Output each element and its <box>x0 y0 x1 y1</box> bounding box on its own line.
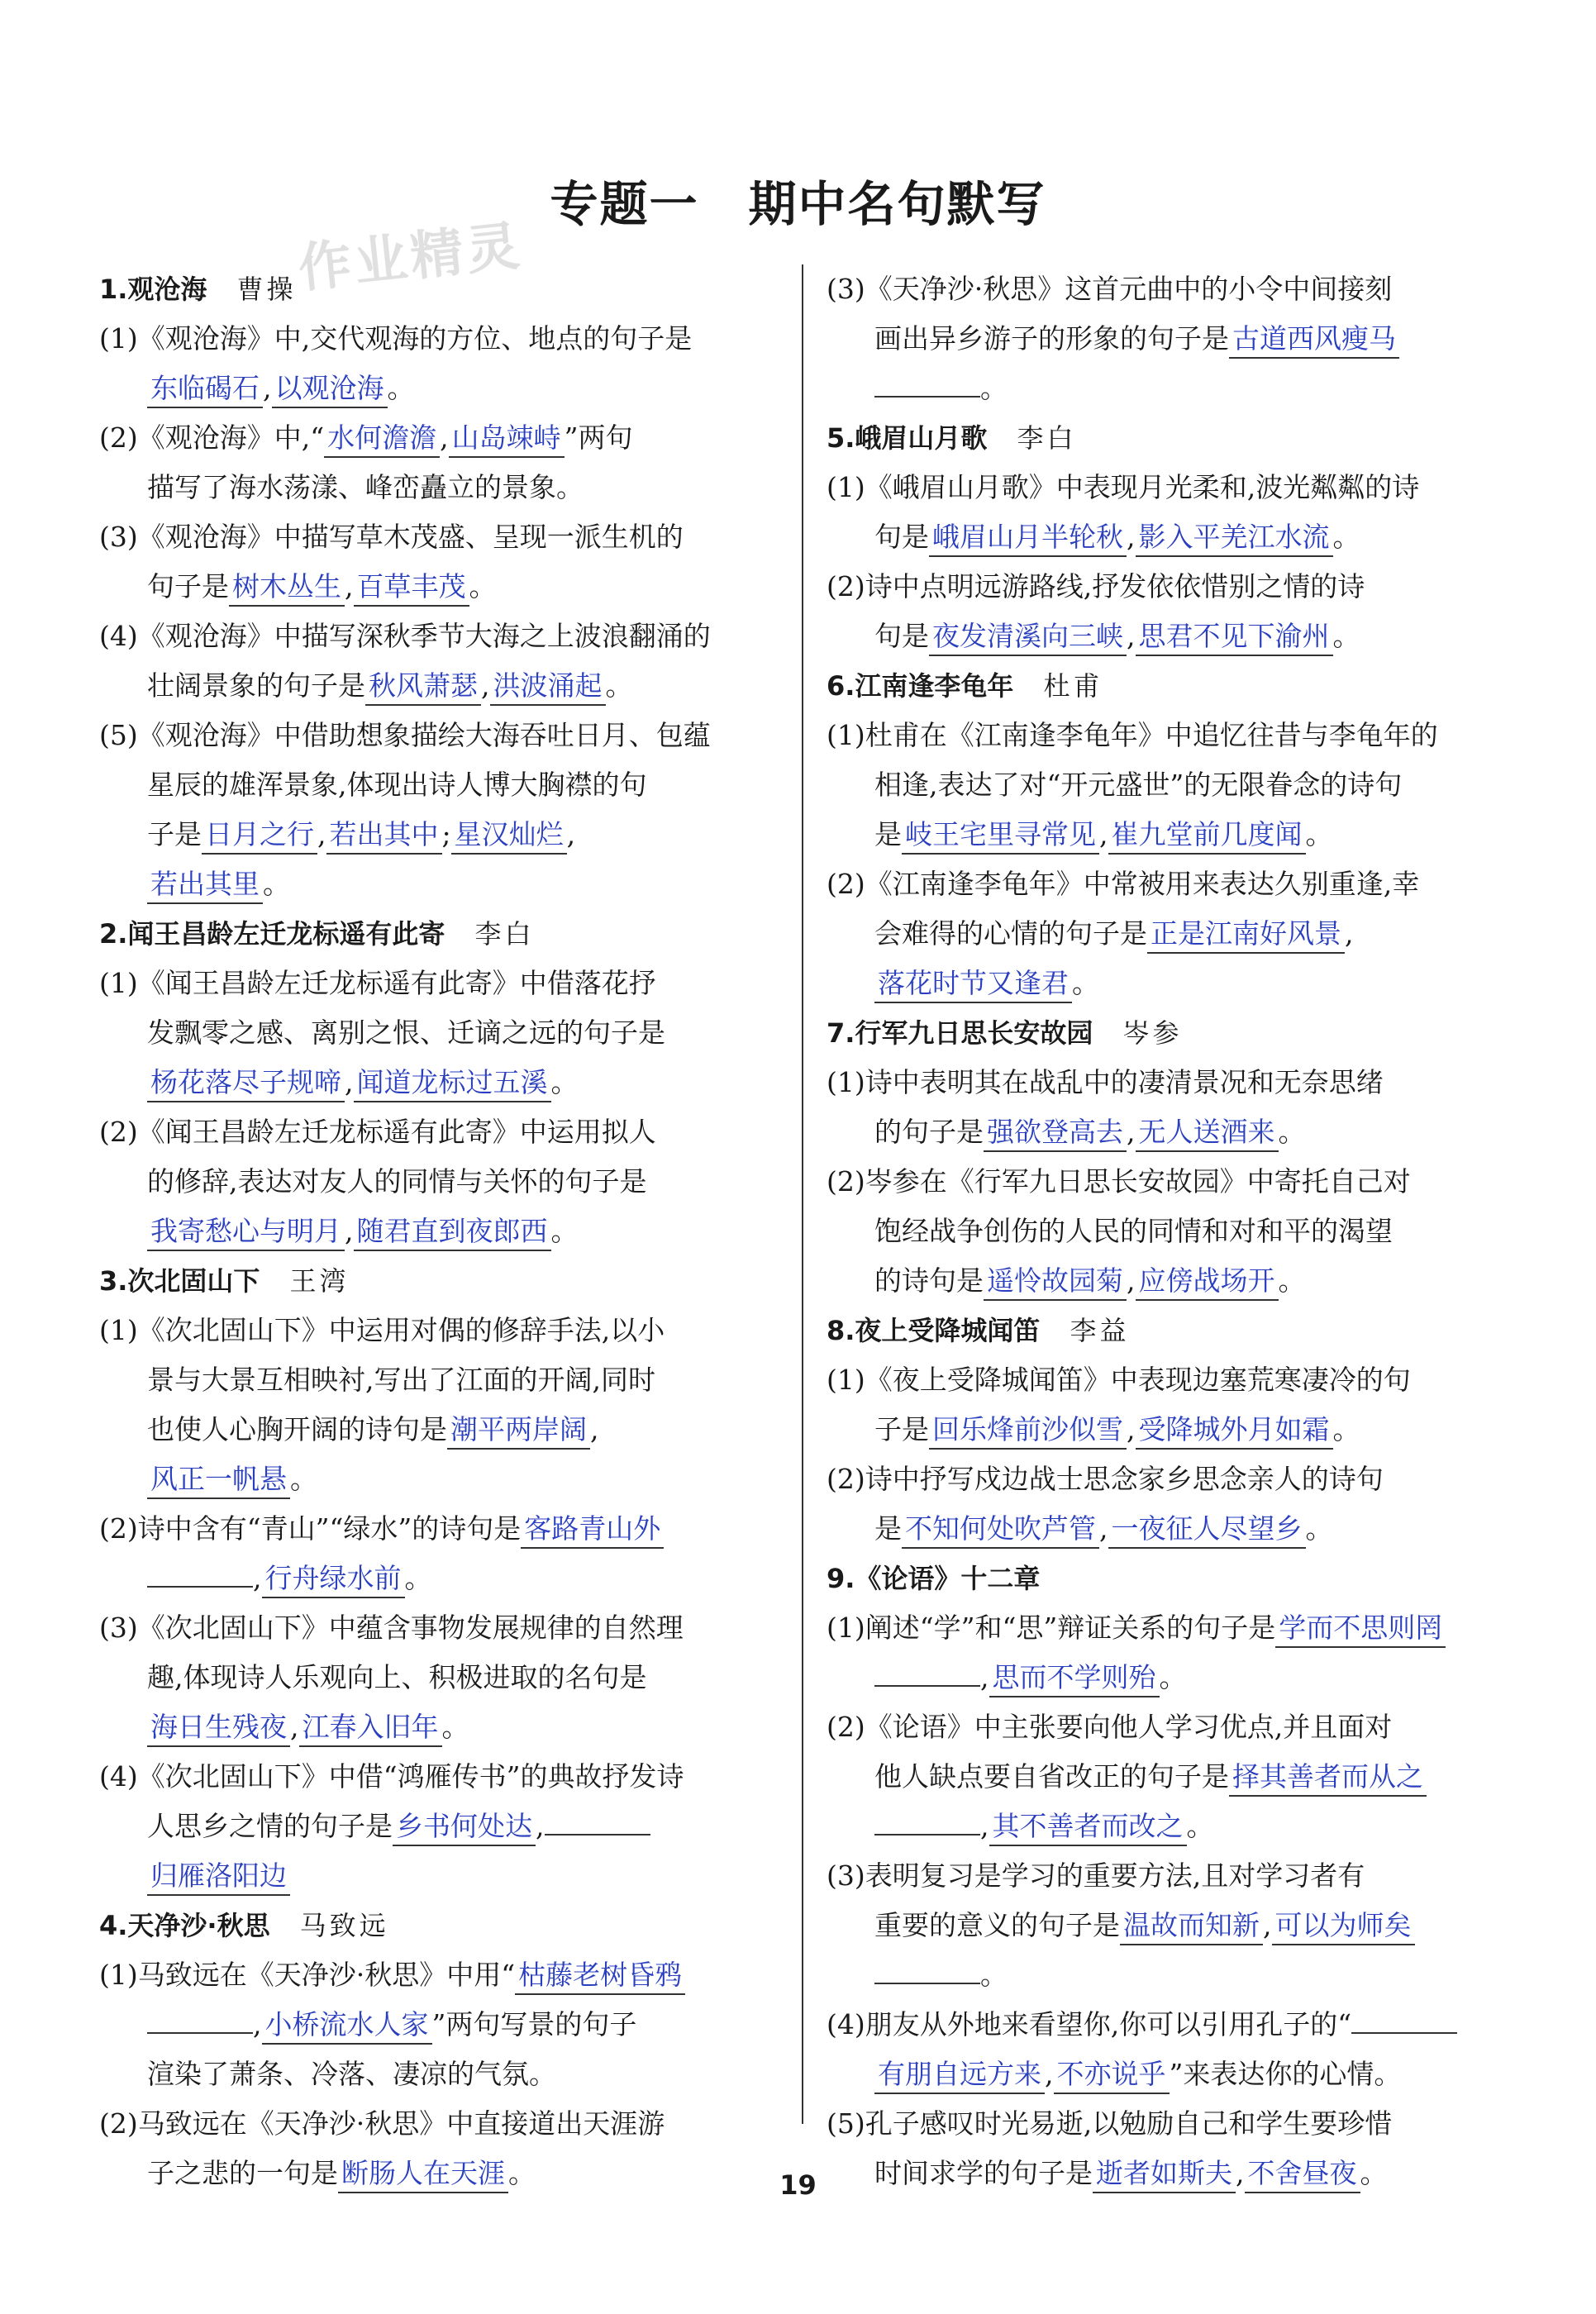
answer-blank[interactable]: 影入平羌江水流 <box>1136 519 1333 557</box>
question-line <box>827 859 1513 909</box>
answer-blank[interactable]: 以观沧海 <box>272 370 388 408</box>
text-line <box>99 1008 785 1058</box>
section-author: 王湾 <box>289 1265 350 1297</box>
question-text: (3)《次北固山下》中蕴含事物发展规律的自然理 <box>99 1612 684 1644</box>
question-text: (1)诗中表明其在战乱中的凄清景况和无奈思绪 <box>827 1066 1384 1098</box>
empty-blank[interactable] <box>874 1983 980 1984</box>
question-line <box>99 1950 785 2000</box>
question-text: 相逢,表达了对“开元盛世”的无限眷念的诗句 <box>874 769 1403 801</box>
watermark: 作业精灵 <box>295 215 526 300</box>
text-line <box>827 1901 1513 1950</box>
question-line <box>99 314 785 364</box>
question-line <box>99 711 785 760</box>
question-line <box>827 562 1513 612</box>
section-author: 李益 <box>1070 1315 1130 1346</box>
text-line <box>99 1058 785 1107</box>
question-text: , <box>345 1066 354 1098</box>
question-text: 画出异乡游子的形象的句子是 <box>874 322 1229 355</box>
question-text: 渲染了萧条、冷落、凄凉的气氛。 <box>147 2058 556 2090</box>
section-title: 3.次北固山下 <box>99 1265 260 1297</box>
question-text: (2)《江南逢李龟年》中常被用来表达久别重逢,幸 <box>827 868 1420 900</box>
question-text: (1)《夜上受降城闻笛》中表现边塞荒寒凄冷的句 <box>827 1364 1411 1396</box>
question-text: 是 <box>874 818 902 850</box>
section-title: 4.天净沙·秋思 <box>99 1910 270 1941</box>
text-line <box>99 364 785 413</box>
answer-blank[interactable]: 可以为师矣 <box>1272 1907 1415 1945</box>
question-line <box>827 2000 1513 2050</box>
question-text: (1)《峨眉山月歌》中表现月光柔和,波光粼粼的诗 <box>827 471 1420 503</box>
question-text: , <box>317 818 326 850</box>
text-line <box>99 810 785 859</box>
question-text: 发飘零之感、离别之恨、迁谪之远的句子是 <box>147 1017 665 1049</box>
question-text: 人思乡之情的句子是 <box>147 1810 393 1842</box>
question-text: , <box>980 1810 989 1842</box>
question-text: 他人缺点要自省改正的句子是 <box>874 1760 1229 1793</box>
question-text: (5)《观沧海》中借助想象描绘大海吞吐日月、包蕴 <box>99 719 711 751</box>
section-heading <box>99 1256 785 1306</box>
question-text: , <box>253 2008 262 2040</box>
question-text: 。 <box>1305 1512 1333 1545</box>
text-line <box>827 1653 1513 1702</box>
text-line <box>827 909 1513 959</box>
section-title: 6.江南逢李龟年 <box>827 670 1014 702</box>
question-text: , <box>253 1562 262 1594</box>
question-text: , <box>1127 1264 1136 1297</box>
question-text: ”两句 <box>564 421 633 454</box>
question-text: (4)《次北固山下》中借“鸿雁传书”的典故抒发诗 <box>99 1760 684 1793</box>
answer-blank[interactable]: 海日生残夜 <box>147 1709 290 1747</box>
text-line <box>99 1702 785 1752</box>
answer-blank[interactable]: 秋风萧瑟 <box>365 668 481 706</box>
question-text: , <box>1127 1413 1136 1445</box>
empty-blank[interactable] <box>545 1834 650 1835</box>
answer-blank[interactable]: 客路青山外 <box>521 1511 664 1549</box>
answer-blank[interactable]: 思而不学则殆 <box>989 1659 1160 1697</box>
question-line <box>827 711 1513 760</box>
question-text: 。 <box>1360 2157 1388 2189</box>
page-title: 专题一 期中名句默写 <box>550 176 1046 232</box>
question-text: (4)朋友从外地来看望你,你可以引用孔子的“ <box>827 2008 1352 2040</box>
text-line <box>99 1207 785 1256</box>
section-heading <box>827 661 1513 711</box>
question-line <box>827 1455 1513 1504</box>
question-text: , <box>566 818 576 850</box>
text-line <box>827 1207 1513 1256</box>
question-text: (1)《次北固山下》中运用对偶的修辞手法,以小 <box>99 1314 665 1346</box>
section-heading <box>827 413 1513 463</box>
question-line <box>827 1851 1513 1901</box>
question-line <box>99 1504 785 1554</box>
answer-blank[interactable]: 逝者如斯夫 <box>1093 2155 1236 2193</box>
question-text: , <box>1263 1909 1272 1941</box>
answer-blank[interactable]: 受降城外月如霜 <box>1136 1412 1333 1450</box>
question-line <box>99 612 785 661</box>
question-text: 的修辞,表达对友人的同情与关怀的句子是 <box>147 1165 647 1197</box>
section-title: 9.《论语》十二章 <box>827 1563 1041 1594</box>
question-text: 是 <box>874 1512 902 1545</box>
text-line <box>99 760 785 810</box>
answer-blank[interactable]: 思君不见下渝州 <box>1136 618 1333 656</box>
text-line <box>99 2000 785 2050</box>
question-line <box>827 463 1513 512</box>
question-text: 句子是 <box>147 570 229 602</box>
question-text: , <box>440 421 449 454</box>
question-text: 描写了海水荡漾、峰峦矗立的景象。 <box>147 471 584 503</box>
question-text: (1)《观沧海》中,交代观海的方位、地点的句子是 <box>99 322 693 355</box>
text-line <box>99 859 785 909</box>
question-text: , <box>980 1661 989 1693</box>
question-text: 。 <box>387 372 415 404</box>
answer-blank[interactable]: 枯藤老树昏鸦 <box>515 1957 685 1995</box>
question-text: 。 <box>550 1066 579 1098</box>
text-line <box>827 314 1513 364</box>
text-line <box>827 1950 1513 2000</box>
text-line <box>827 2050 1513 2099</box>
question-text: , <box>590 1413 599 1445</box>
answer-blank[interactable]: 峨眉山月半轮秋 <box>929 519 1127 557</box>
answer-blank[interactable]: 江春入旧年 <box>299 1709 442 1747</box>
question-text: ”两句写景的句子 <box>431 2008 637 2040</box>
text-line <box>99 1157 785 1207</box>
question-line <box>99 413 785 463</box>
answer-blank[interactable]: 强欲登高去 <box>984 1114 1127 1152</box>
answer-blank[interactable]: 学而不思则罔 <box>1275 1610 1446 1648</box>
text-line <box>99 2050 785 2099</box>
question-text: 的诗句是 <box>874 1264 984 1297</box>
section-author: 李白 <box>474 918 535 950</box>
question-text: 。 <box>404 1562 432 1594</box>
answer-blank[interactable]: 归雁洛阳边 <box>147 1858 290 1896</box>
answer-blank[interactable]: 回乐烽前沙似雪 <box>929 1412 1127 1450</box>
question-text: 饱经战争创伤的人民的同情和对和平的渴望 <box>874 1215 1393 1247</box>
answer-blank[interactable]: 不亦说乎 <box>1054 2056 1170 2094</box>
question-text: (3)《观沧海》中描写草木茂盛、呈现一派生机的 <box>99 521 684 553</box>
text-line <box>827 810 1513 859</box>
question-text: 。 <box>1332 1413 1360 1445</box>
answer-blank[interactable]: 应傍战场开 <box>1136 1263 1279 1301</box>
question-text: , <box>481 669 490 702</box>
text-line <box>99 1355 785 1405</box>
answer-blank[interactable]: 古道西风瘦马 <box>1229 321 1399 359</box>
question-line <box>827 1157 1513 1207</box>
section-title: 8.夜上受降城闻笛 <box>827 1315 1041 1346</box>
question-text: 时间求学的句子是 <box>874 2157 1093 2189</box>
text-line <box>827 364 1513 413</box>
answer-blank[interactable]: 断肠人在天涯 <box>338 2155 508 2193</box>
question-text: 。 <box>550 1215 579 1247</box>
answer-blank[interactable]: 小桥流水人家 <box>262 2007 432 2045</box>
question-text: 会难得的心情的句子是 <box>874 917 1147 950</box>
question-text: 也使人心胸开阔的诗句是 <box>147 1413 447 1445</box>
question-text: (2)诗中抒写戍边战士思念家乡思念亲人的诗句 <box>827 1463 1384 1495</box>
question-line <box>99 2099 785 2149</box>
question-text: 。 <box>263 868 290 900</box>
question-text: , <box>290 1711 299 1743</box>
question-text: 。 <box>980 1959 1008 1991</box>
text-line <box>99 562 785 612</box>
question-text: 。 <box>1278 1116 1306 1148</box>
answer-blank[interactable]: 百草丰茂 <box>354 569 469 607</box>
question-text: , <box>1099 818 1108 850</box>
question-text: 。 <box>605 669 633 702</box>
question-text: (3)《天净沙·秋思》这首元曲中的小令中间接刻 <box>827 273 1393 305</box>
question-line <box>99 959 785 1008</box>
answer-blank[interactable]: 若出其中 <box>326 817 442 855</box>
answer-blank[interactable]: 日月之行 <box>202 817 317 855</box>
answer-blank[interactable]: 山岛竦峙 <box>449 420 565 458</box>
question-text: , <box>1236 2157 1245 2189</box>
text-line <box>827 1504 1513 1554</box>
question-text: 景与大景互相映衬,写出了江面的开阔,同时 <box>147 1364 655 1396</box>
question-text: 。 <box>1332 521 1360 553</box>
question-text: 。 <box>469 570 497 602</box>
question-text: 的句子是 <box>874 1116 984 1148</box>
answer-blank[interactable]: 杨花落尽子规啼 <box>147 1064 345 1102</box>
question-text: ; <box>441 818 451 850</box>
question-text: 。 <box>1305 818 1333 850</box>
answer-blank[interactable]: 崔九堂前几度闻 <box>1108 817 1306 855</box>
question-line <box>99 1107 785 1157</box>
empty-blank[interactable] <box>874 1685 980 1687</box>
question-text: 。 <box>441 1711 469 1743</box>
question-line <box>827 1603 1513 1653</box>
answer-blank[interactable]: 水何澹澹 <box>324 420 440 458</box>
text-line <box>99 463 785 512</box>
question-text: 子是 <box>874 1413 929 1445</box>
question-text: , <box>536 1810 545 1842</box>
question-text: 。 <box>1186 1810 1214 1842</box>
answer-blank[interactable]: 不知何处吹芦管 <box>902 1511 1099 1549</box>
empty-blank[interactable] <box>147 2032 253 2034</box>
answer-blank[interactable]: 星汉灿烂 <box>451 817 567 855</box>
section-title: 5.峨眉山月歌 <box>827 422 988 454</box>
question-text: (2)诗中点明远游路线,抒发依依惜别之情的诗 <box>827 570 1365 602</box>
question-line <box>99 1306 785 1355</box>
left-column <box>99 264 785 2198</box>
question-line <box>827 1355 1513 1405</box>
answer-blank[interactable]: 乡书何处达 <box>393 1808 536 1846</box>
column-divider <box>802 264 803 2124</box>
answer-blank[interactable]: 洪波涌起 <box>490 668 606 706</box>
text-line <box>827 1802 1513 1851</box>
answer-blank[interactable]: 落花时节又逢君 <box>874 965 1072 1003</box>
text-line <box>827 1752 1513 1802</box>
answer-blank[interactable]: 有朋自远方来 <box>874 2056 1045 2094</box>
question-text: 子之悲的一句是 <box>147 2157 338 2189</box>
section-title: 2.闻王昌龄左迁龙标遥有此寄 <box>99 918 445 950</box>
text-line <box>99 1851 785 1901</box>
question-text: 句是 <box>874 620 929 652</box>
empty-blank[interactable] <box>874 1834 980 1835</box>
text-line <box>99 1554 785 1603</box>
text-line <box>827 512 1513 562</box>
question-text: (1)《闻王昌龄左迁龙标遥有此寄》中借落花抒 <box>99 967 656 999</box>
text-line <box>827 760 1513 810</box>
text-line <box>99 1653 785 1702</box>
question-text: 。 <box>1159 1661 1187 1693</box>
question-text: (4)《观沧海》中描写深秋季节大海之上波浪翻涌的 <box>99 620 711 652</box>
question-text: 。 <box>290 1463 317 1495</box>
section-heading <box>99 1901 785 1950</box>
answer-blank[interactable]: 夜发清溪向三峡 <box>929 618 1127 656</box>
answer-blank[interactable]: 温故而知新 <box>1120 1907 1263 1945</box>
text-line <box>99 1802 785 1851</box>
question-text: 重要的意义的句子是 <box>874 1909 1120 1941</box>
question-text: 。 <box>980 372 1008 404</box>
question-line <box>99 512 785 562</box>
answer-blank[interactable]: 随君直到夜郎西 <box>354 1213 551 1251</box>
answer-blank[interactable]: 其不善者而改之 <box>989 1808 1187 1846</box>
section-author: 李白 <box>1017 422 1077 454</box>
text-line <box>99 661 785 711</box>
question-text: , <box>263 372 272 404</box>
section-heading <box>99 264 785 314</box>
question-text: 。 <box>1278 1264 1306 1297</box>
answer-blank[interactable]: 行舟绿水前 <box>262 1560 405 1598</box>
section-author: 曹操 <box>236 274 297 305</box>
text-line <box>99 1405 785 1455</box>
empty-blank[interactable] <box>147 1586 253 1588</box>
question-line <box>827 1702 1513 1752</box>
question-text: , <box>345 570 354 602</box>
answer-blank[interactable]: 若出其里 <box>147 866 263 904</box>
section-heading <box>827 1008 1513 1058</box>
question-text: 子是 <box>147 818 202 850</box>
question-text: , <box>1345 917 1354 950</box>
section-title: 1.观沧海 <box>99 274 207 305</box>
question-line <box>99 1752 785 1802</box>
text-line <box>827 1107 1513 1157</box>
page-number: 19 <box>779 2169 817 2201</box>
question-text: , <box>1045 2058 1054 2090</box>
section-heading <box>99 909 785 959</box>
answer-blank[interactable]: 正是江南好风景 <box>1147 916 1345 954</box>
answer-blank[interactable]: 不舍昼夜 <box>1245 2155 1360 2193</box>
text-line <box>827 1405 1513 1455</box>
answer-blank[interactable]: 我寄愁心与明月 <box>147 1213 345 1251</box>
question-text: 星辰的雄浑景象,体现出诗人博大胸襟的句 <box>147 769 647 801</box>
right-column <box>827 264 1513 2198</box>
answer-blank[interactable]: 闻道龙标过五溪 <box>354 1064 551 1102</box>
question-text: (1)杜甫在《江南逢李龟年》中追忆往昔与李龟年的 <box>827 719 1438 751</box>
question-text: , <box>1127 521 1136 553</box>
text-line <box>99 1455 785 1504</box>
question-text: 。 <box>508 2157 536 2189</box>
text-line <box>827 959 1513 1008</box>
question-text: 句是 <box>874 521 929 553</box>
question-text: (2)马致远在《天净沙·秋思》中直接道出天涯游 <box>99 2107 665 2140</box>
question-text: 。 <box>1072 967 1099 999</box>
section-title: 7.行军九日思长安故园 <box>827 1017 1093 1049</box>
question-text: 趣,体现诗人乐观向上、积极进取的名句是 <box>147 1661 647 1693</box>
answer-blank[interactable]: 树木丛生 <box>229 569 345 607</box>
section-heading <box>827 1306 1513 1355</box>
question-text: (3)表明复习是学习的重要方法,且对学习者有 <box>827 1859 1365 1892</box>
question-text: , <box>1127 1116 1136 1148</box>
question-text: (2)《闻王昌龄左迁龙标遥有此寄》中运用拟人 <box>99 1116 656 1148</box>
section-author: 杜甫 <box>1043 670 1103 702</box>
question-line <box>827 2099 1513 2149</box>
question-text: 。 <box>1332 620 1360 652</box>
section-heading <box>827 1554 1513 1603</box>
empty-blank[interactable] <box>1351 2032 1457 2034</box>
text-line <box>827 612 1513 661</box>
answer-blank[interactable]: 择其善者而从之 <box>1229 1759 1427 1797</box>
question-text: (2)岑参在《行军九日思长安故园》中寄托自己对 <box>827 1165 1411 1197</box>
section-author: 马致远 <box>299 1910 389 1941</box>
question-text: ”来表达你的心情。 <box>1169 2058 1402 2090</box>
question-text: (2)《观沧海》中,“ <box>99 421 325 454</box>
answer-blank[interactable]: 潮平两岸阔 <box>447 1412 590 1450</box>
question-text: (2)《论语》中主张要向他人学习优点,并且面对 <box>827 1711 1393 1743</box>
section-author: 岑参 <box>1122 1017 1183 1049</box>
question-text: (2)诗中含有“青山”“绿水”的诗句是 <box>99 1512 522 1545</box>
question-text: 壮阔景象的句子是 <box>147 669 365 702</box>
answer-blank[interactable]: 无人送酒来 <box>1136 1114 1279 1152</box>
question-line <box>99 1603 785 1653</box>
answer-blank[interactable]: 风正一帆悬 <box>147 1461 290 1499</box>
answer-blank[interactable]: 岐王宅里寻常见 <box>902 817 1099 855</box>
answer-blank[interactable]: 一夜征人尽望乡 <box>1108 1511 1306 1549</box>
empty-blank[interactable] <box>874 396 980 398</box>
question-line <box>827 1058 1513 1107</box>
question-text: , <box>345 1215 354 1247</box>
question-text: , <box>1127 620 1136 652</box>
question-text: (1)阐述“学”和“思”辩证关系的句子是 <box>827 1612 1276 1644</box>
answer-blank[interactable]: 东临碣石 <box>147 370 263 408</box>
question-text: (1)马致远在《天净沙·秋思》中用“ <box>99 1959 516 1991</box>
question-text: (5)孔子感叹时光易逝,以勉励自己和学生要珍惜 <box>827 2107 1393 2140</box>
question-text: , <box>1099 1512 1108 1545</box>
text-line <box>827 1256 1513 1306</box>
answer-blank[interactable]: 遥怜故园菊 <box>984 1263 1127 1301</box>
question-line <box>827 264 1513 314</box>
